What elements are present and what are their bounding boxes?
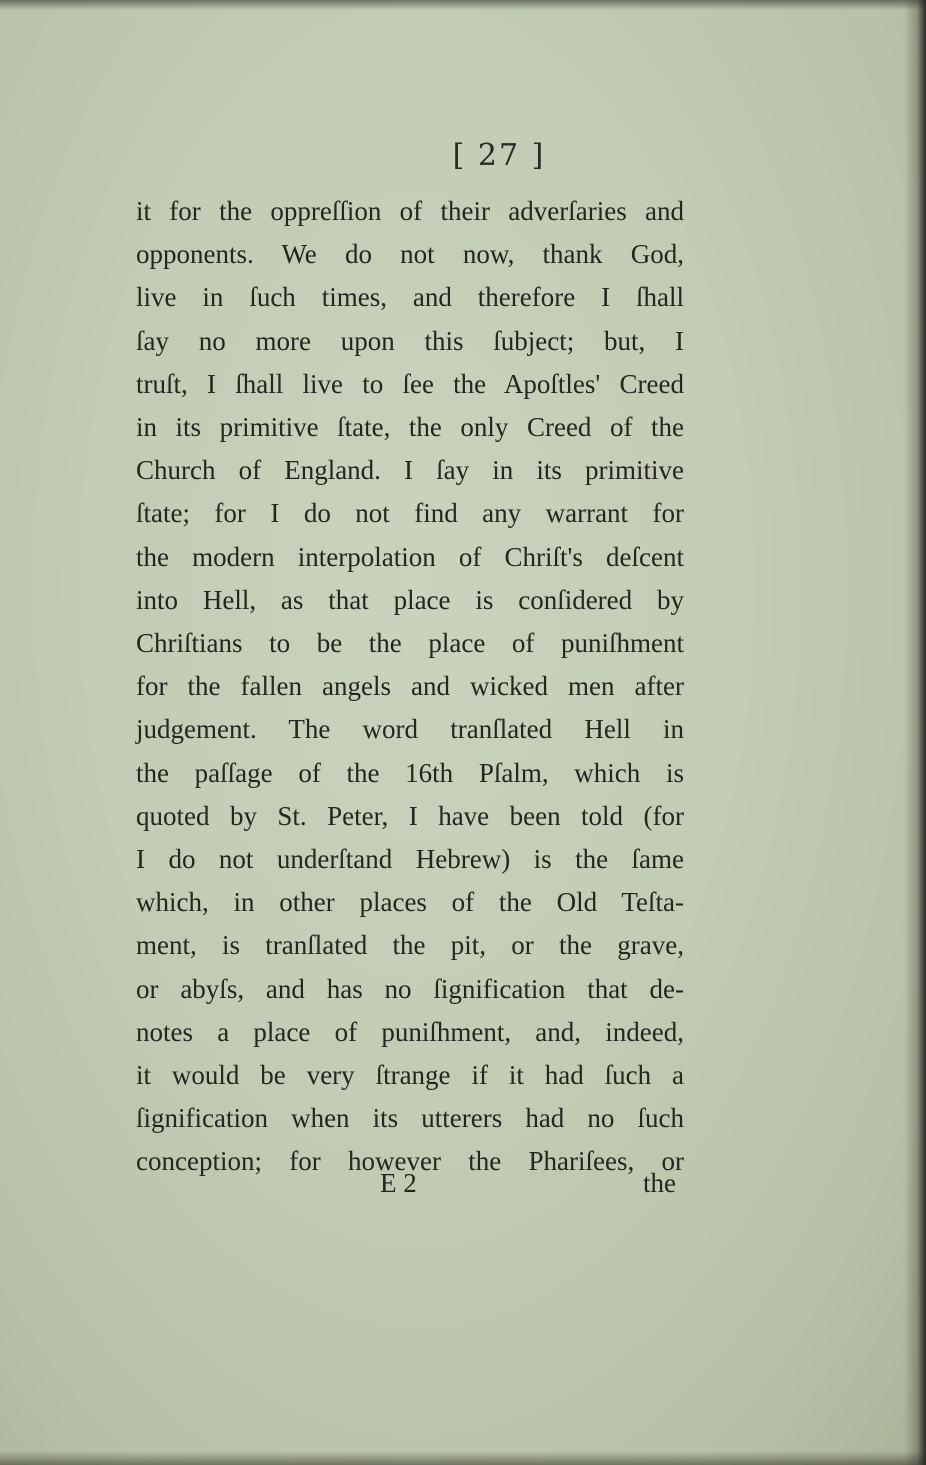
text-line: it would be very ſtrange if it had ſuch a bbox=[136, 1060, 684, 1091]
text-line: opponents. We do not now, thank God, bbox=[136, 239, 684, 270]
body-text bbox=[136, 190, 684, 1184]
text-line: for the fallen angels and wicked men after bbox=[136, 671, 684, 702]
text-line: it for the oppreſſion of their adverſaries and bbox=[136, 196, 684, 226]
text-line: I do not underſtand Hebrew) is the ſame bbox=[136, 844, 684, 875]
page-right-edge bbox=[904, 0, 926, 1465]
text-line: notes a place of puniſhment, and, indeed, bbox=[136, 1016, 684, 1047]
text-line: the paſſage of the 16th Pſalm, which is bbox=[136, 757, 684, 788]
text-line: Church of England. I ſay in its primitive bbox=[136, 455, 684, 486]
signature-mark: E 2 bbox=[380, 1168, 417, 1198]
text-line: conception; for however the Phariſees, or bbox=[136, 1146, 684, 1177]
text-line: which, in other places of the Old Teſta- bbox=[136, 887, 684, 918]
text-line: in its primitive ſtate, the only Creed of the bbox=[136, 412, 684, 443]
text-line: quoted by St. Peter, I have been told (for bbox=[136, 800, 684, 831]
text-line: ſtate; for I do not find any warrant for bbox=[136, 498, 684, 529]
text-line: ment, is tranſlated the pit, or the grave, bbox=[136, 930, 684, 961]
page-bottom-shadow bbox=[0, 1451, 926, 1465]
text-line: judgement. The word tranſlated Hell in bbox=[136, 714, 684, 745]
page-number: [ 27 ] bbox=[452, 138, 546, 173]
text-line: into Hell, as that place is conſidered by bbox=[136, 584, 684, 615]
catchword: the bbox=[643, 1168, 676, 1198]
page-top-shadow bbox=[0, 0, 926, 10]
text-line: the modern interpolation of Chriſt's deſcent bbox=[136, 541, 684, 572]
page-header bbox=[0, 138, 926, 173]
text-line: truſt, I ſhall live to ſee the Apoſtles' Creed bbox=[136, 368, 684, 399]
text-line: Chriſtians to be the place of puniſhment bbox=[136, 628, 684, 659]
text-line: ſignification when its utterers had no ſuch bbox=[136, 1103, 684, 1134]
text-line: or abyſs, and has no ſignification that de- bbox=[136, 973, 684, 1004]
text-line: ſay no more upon this ſubject; but, I bbox=[136, 325, 684, 356]
text-line: live in ſuch times, and therefore I ſhall bbox=[136, 282, 684, 313]
